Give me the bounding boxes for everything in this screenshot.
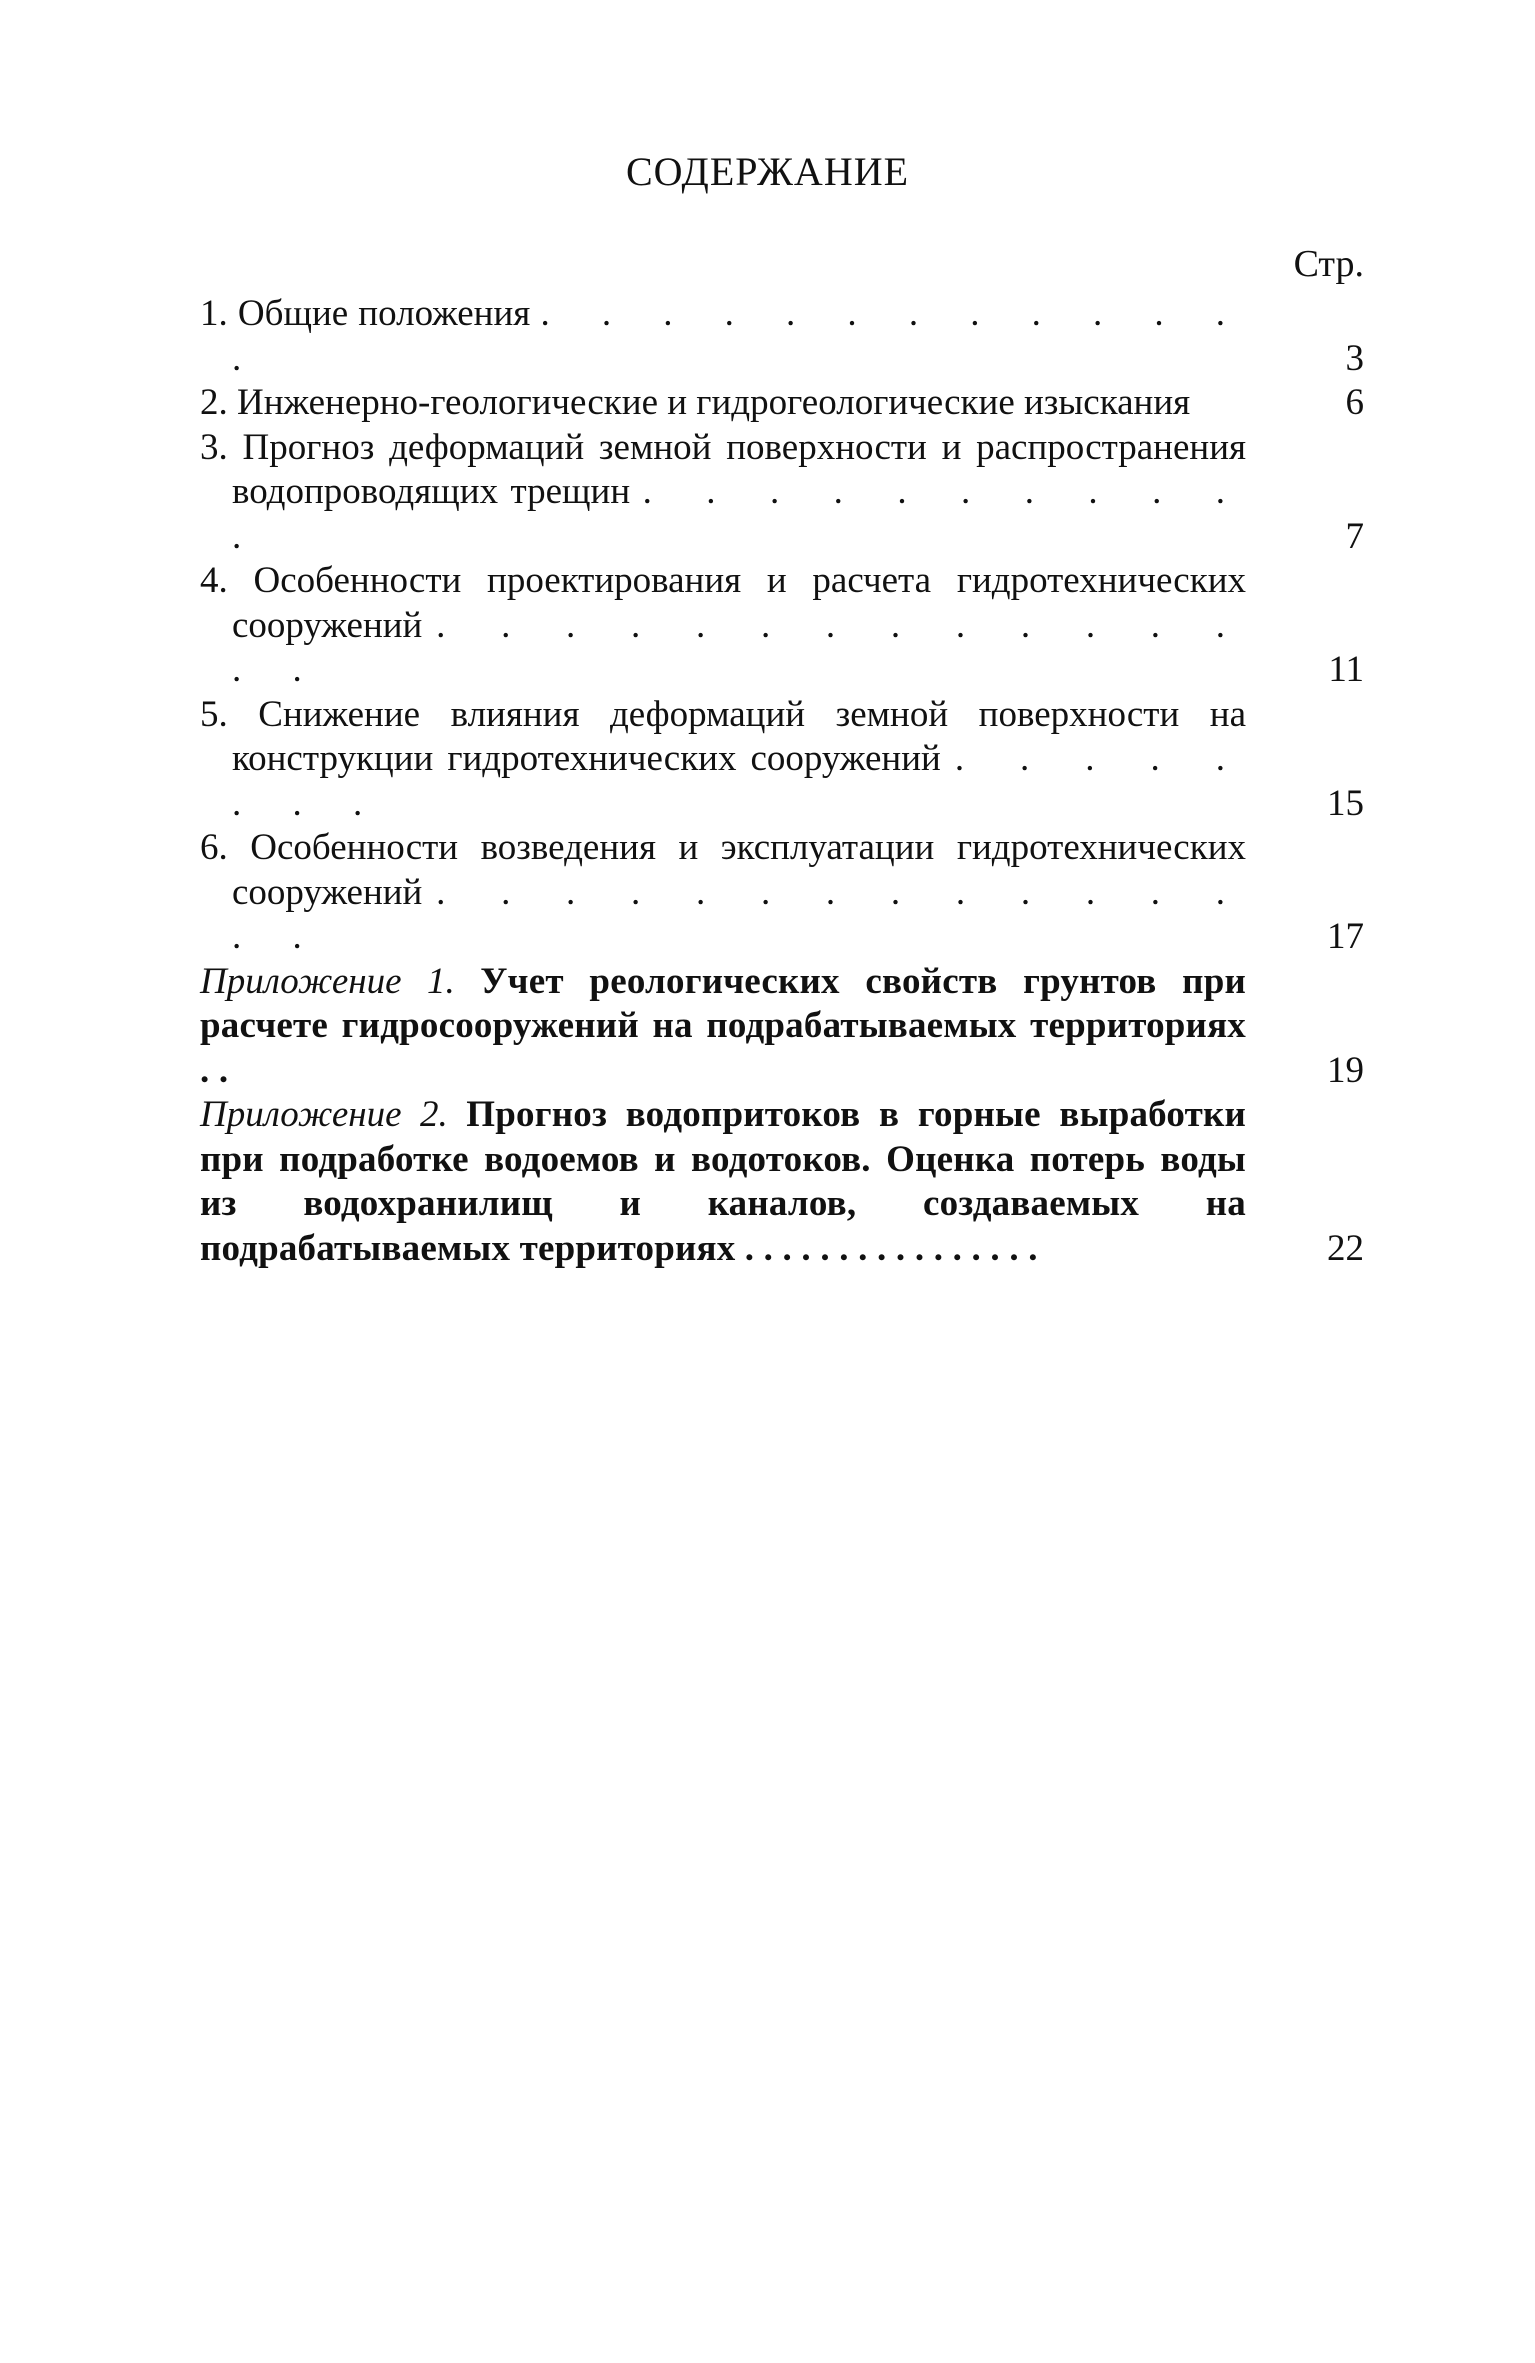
toc-entry-number: 5. — [200, 693, 228, 735]
toc-entry-text — [200, 381, 1246, 426]
toc-leader-dots: . . — [200, 1049, 229, 1091]
toc-entry-text — [200, 826, 1246, 960]
toc-page-number: 6 — [1345, 382, 1364, 423]
toc-appendix-2[interactable] — [200, 1093, 1364, 1271]
page-column-label: Стр. — [1293, 243, 1364, 285]
toc-entry-text — [200, 292, 1246, 381]
toc-appendix-1[interactable] — [200, 960, 1364, 1094]
table-of-contents — [200, 292, 1364, 1271]
toc-page-number: 11 — [1328, 649, 1364, 690]
toc-page-number: 3 — [1345, 337, 1364, 379]
toc-leader-dots: . . . . . . . . . . . — [232, 471, 1247, 557]
toc-entry-text — [200, 1093, 1246, 1271]
appendix-title: Учет реологических свойств грунтов при расчете гидросооружений на подрабатываемых территориях — [200, 960, 1246, 1046]
toc-entry-title: Общие положения — [237, 293, 531, 334]
toc-entry-1[interactable] — [200, 292, 1364, 381]
toc-leader-dots: . . . . . . . . . . . . . . . — [232, 604, 1247, 690]
toc-entry-number: 4. — [200, 560, 228, 601]
toc-entry-2[interactable] — [200, 381, 1364, 426]
toc-page-number: 17 — [1327, 916, 1364, 957]
toc-entry-5[interactable] — [200, 693, 1364, 827]
toc-entry-6[interactable] — [200, 826, 1364, 960]
toc-entry-title: Особенности проектирования и расчета гидротехнических сооружений — [232, 560, 1246, 646]
toc-entry-number: 1. — [200, 293, 228, 334]
toc-leader-dots: . . . . . . . . — [232, 738, 1246, 824]
appendix-title: Прогноз водопритоков в горные выработки при подработке водоемов и водотоков. Оценка потерь воды из водохранилищ и каналов, создаваемых на подрабатываемых территориях — [200, 1094, 1247, 1269]
toc-entry-title: Особенности возведения и эксплуатации гидротехнических сооружений — [232, 827, 1247, 913]
toc-entry-text — [200, 426, 1246, 560]
toc-leader-dots: . . . . . . . . . . . . . — [232, 293, 1247, 379]
toc-entry-title: Снижение влияния деформаций земной поверхности на конструкции гидротехнических сооружений — [232, 693, 1246, 779]
toc-entry-title: Инженерно-геологические и гидрогеологические изыскания — [237, 382, 1191, 423]
toc-leader-dots: . . . . . . . . . . . . . . . . — [744, 1227, 1038, 1269]
toc-entry-title: Прогноз деформаций земной поверхности и распространения водопроводящих трещин — [232, 426, 1247, 512]
toc-page-number: 15 — [1327, 782, 1364, 824]
toc-entry-number: 3. — [200, 426, 228, 468]
appendix-label: Приложение 1. — [200, 960, 455, 1002]
toc-page-number: 19 — [1327, 1049, 1364, 1091]
toc-leader-dots: . . . . . . . . . . . . . . . — [232, 871, 1247, 957]
appendix-label: Приложение 2. — [200, 1094, 448, 1135]
toc-entry-number: 6. — [200, 827, 228, 868]
toc-page-number: 7 — [1345, 515, 1364, 557]
toc-page-number: 22 — [1327, 1227, 1364, 1269]
toc-entry-text — [200, 559, 1246, 693]
toc-entry-3[interactable] — [200, 426, 1364, 560]
toc-entry-4[interactable] — [200, 559, 1364, 693]
toc-entry-text — [200, 960, 1246, 1094]
page-title: СОДЕРЖАНИЕ — [625, 149, 910, 194]
toc-entry-text — [200, 693, 1246, 827]
toc-entry-number: 2. — [200, 382, 228, 423]
